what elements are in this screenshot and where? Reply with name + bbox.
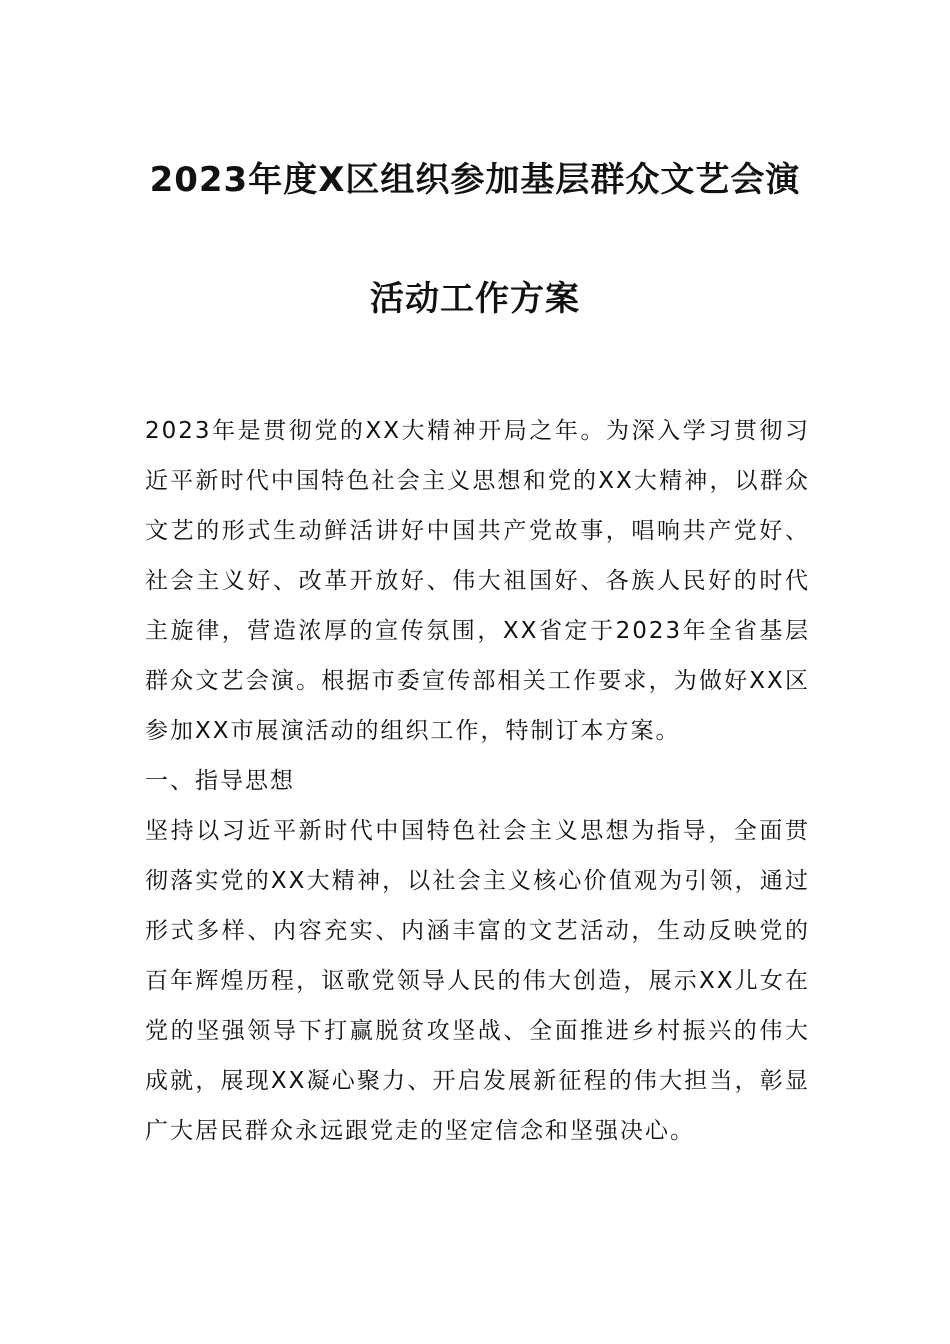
document-title-line-2: 活动工作方案: [370, 279, 580, 319]
guiding-ideology-paragraph: 坚持以习近平新时代中国特色社会主义思想为指导，全面贯彻落实党的XX大精神，以社会主义核心价值观为引领，通过形式多样、内容充实、内涵丰富的文艺活动，生动反映党的百年辉煌历程，讴歌党领导人民的伟大创造，展示XX儿女在党的坚强领导下打赢脱贫攻坚战、全面推进乡村振兴的伟大成就，展现XX凝心聚力、开启发展新征程的伟大担当，彰显广大居民群众永远跟党走的坚定信念和坚强决心。: [145, 818, 810, 1144]
intro-paragraph: 2023年是贯彻党的XX大精神开局之年。为深入学习贯彻习近平新时代中国特色社会主义思想和党的XX大精神，以群众文艺的形式生动鲜活讲好中国共产党故事，唱响共产党好、社会主义好、改革开放好、伟大祖国好、各族人民好的时代主旋律，营造浓厚的宣传氛围，XX省定于2023年全省基层群众文艺会演。根据市委宣传部相关工作要求，为做好XX区参加XX市展演活动的组织工作，特制订本方案。: [145, 418, 810, 744]
document-body: [145, 406, 810, 1156]
section-heading-guiding-ideology: 一、指导思想: [145, 768, 295, 794]
document-title-line-1: 2023年度X区组织参加基层群众文艺会演: [149, 160, 801, 200]
